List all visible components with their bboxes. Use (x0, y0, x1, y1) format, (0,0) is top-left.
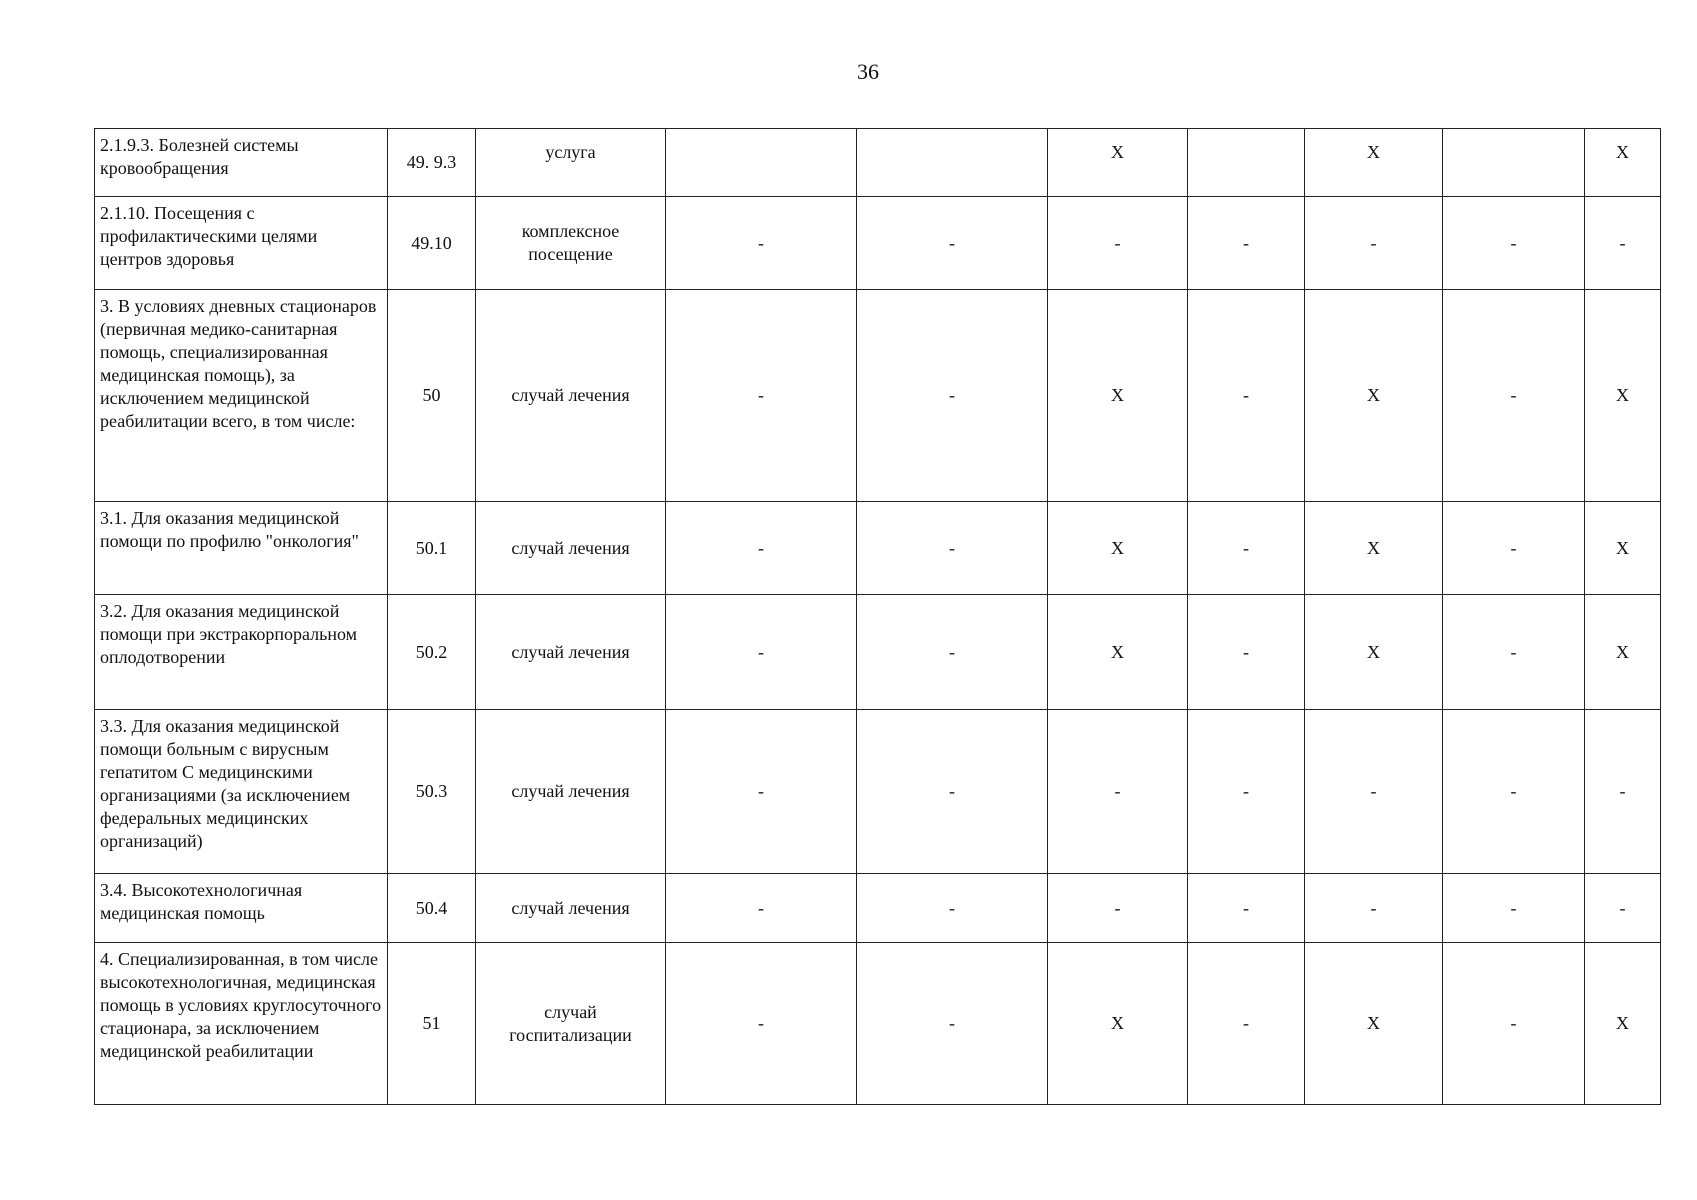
value-cell: X (1585, 595, 1661, 710)
row-unit: случай госпитализации (476, 943, 666, 1105)
value-cell: - (857, 943, 1048, 1105)
value-cell: - (1443, 502, 1585, 595)
row-name: 3.2. Для оказания медицинской помощи при экстракорпоральном оплодотворении (95, 595, 388, 710)
value-cell: X (1305, 943, 1443, 1105)
value-cell: - (1188, 502, 1305, 595)
value-cell: - (1048, 874, 1188, 943)
value-cell: - (666, 943, 857, 1105)
value-cell: - (666, 290, 857, 502)
value-cell: - (857, 710, 1048, 874)
value-cell: - (1188, 595, 1305, 710)
table-row (95, 710, 1661, 874)
page-number: 36 (857, 59, 879, 84)
value-cell: - (1305, 710, 1443, 874)
value-cell: - (1585, 197, 1661, 290)
value-cell: - (1443, 710, 1585, 874)
row-name: 3.4. Высокотехнологичная медицинская помощь (95, 874, 388, 943)
value-cell: X (1305, 290, 1443, 502)
row-unit: услуга (476, 129, 666, 197)
value-cell: - (1048, 197, 1188, 290)
table-row (95, 595, 1661, 710)
value-cell (1443, 129, 1585, 197)
row-code: 50 (388, 290, 476, 502)
value-cell: X (1305, 129, 1443, 197)
value-cell: - (1188, 943, 1305, 1105)
row-unit: случай лечения (476, 710, 666, 874)
row-unit: случай лечения (476, 874, 666, 943)
row-code: 50.1 (388, 502, 476, 595)
row-code: 50.2 (388, 595, 476, 710)
value-cell: - (1305, 874, 1443, 943)
value-cell: X (1048, 943, 1188, 1105)
value-cell: - (1188, 710, 1305, 874)
value-cell: - (857, 290, 1048, 502)
value-cell: X (1585, 129, 1661, 197)
value-cell: - (666, 502, 857, 595)
table-row (95, 874, 1661, 943)
row-name: 3.3. Для оказания медицинской помощи больным с вирусным гепатитом С медицинскими организациями (за исключением федеральных медицинских организаций) (95, 710, 388, 874)
value-cell: - (1443, 595, 1585, 710)
row-code: 51 (388, 943, 476, 1105)
value-cell: X (1585, 943, 1661, 1105)
row-code: 49.10 (388, 197, 476, 290)
table-row (95, 290, 1661, 502)
value-cell: - (1305, 197, 1443, 290)
value-cell: - (1443, 874, 1585, 943)
table-row (95, 502, 1661, 595)
value-cell: - (1188, 197, 1305, 290)
value-cell: - (1443, 290, 1585, 502)
value-cell: - (857, 874, 1048, 943)
value-cell: X (1048, 129, 1188, 197)
value-cell: - (1188, 874, 1305, 943)
value-cell: X (1585, 502, 1661, 595)
value-cell: - (1443, 197, 1585, 290)
value-cell: - (1048, 710, 1188, 874)
value-cell: - (1443, 943, 1585, 1105)
value-cell: - (1188, 290, 1305, 502)
value-cell: - (666, 874, 857, 943)
value-cell: - (857, 595, 1048, 710)
row-name: 2.1.10. Посещения с профилактическими целями центров здоровья (95, 197, 388, 290)
value-cell: X (1048, 290, 1188, 502)
row-name: 2.1.9.3. Болезней системы кровообращения (95, 129, 388, 197)
table-row (95, 943, 1661, 1105)
value-cell (857, 129, 1048, 197)
row-unit: случай лечения (476, 290, 666, 502)
row-name: 4. Специализированная, в том числе высокотехнологичная, медицинская помощь в условиях круглосуточного стационара, за исключением медицинской реабилитации (95, 943, 388, 1105)
row-name: 3.1. Для оказания медицинской помощи по профилю "онкология" (95, 502, 388, 595)
value-cell (666, 129, 857, 197)
row-name: 3. В условиях дневных стационаров (первичная медико-санитарная помощь, специализированная медицинская помощь), за исключением медицинской реабилитации всего, в том числе: (95, 290, 388, 502)
row-code: 50.4 (388, 874, 476, 943)
value-cell (1188, 129, 1305, 197)
row-code: 49. 9.3 (388, 129, 476, 197)
value-cell: X (1305, 595, 1443, 710)
row-unit: случай лечения (476, 595, 666, 710)
value-cell: X (1305, 502, 1443, 595)
value-cell: - (1585, 710, 1661, 874)
value-cell: - (857, 502, 1048, 595)
row-unit: случай лечения (476, 502, 666, 595)
value-cell: X (1048, 502, 1188, 595)
value-cell: X (1585, 290, 1661, 502)
data-table (94, 128, 1661, 1105)
row-unit: комплексное посещение (476, 197, 666, 290)
table-row (95, 129, 1661, 197)
value-cell: - (666, 710, 857, 874)
value-cell: - (857, 197, 1048, 290)
value-cell: - (666, 197, 857, 290)
value-cell: - (666, 595, 857, 710)
table-row (95, 197, 1661, 290)
value-cell: X (1048, 595, 1188, 710)
value-cell: - (1585, 874, 1661, 943)
row-code: 50.3 (388, 710, 476, 874)
